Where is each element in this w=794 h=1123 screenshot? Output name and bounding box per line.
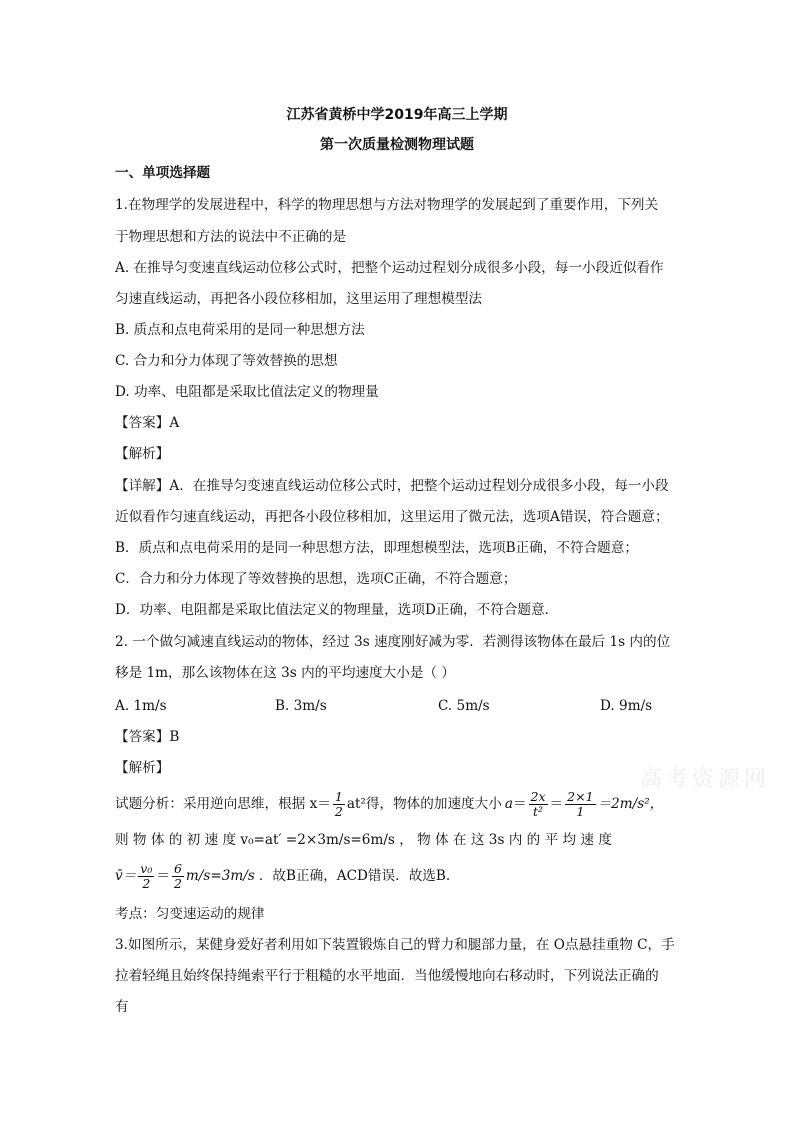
fraction-numerator: 2×1 bbox=[567, 788, 594, 804]
fraction-numerator: 1 bbox=[334, 788, 343, 804]
q1-option-a: A. 在推导匀变速直线运动位移公式时，把整个运动过程划分成很多小段，每一小段近似看作 bbox=[115, 260, 664, 276]
fraction-2x1-over-1 bbox=[565, 790, 595, 819]
q1-detail-line: C．合力和分力体现了等效替换的思想，选项C正确，不符合题意； bbox=[115, 571, 517, 587]
fraction-denominator: 1 bbox=[576, 803, 585, 819]
solution-result: ＝2m/s²， bbox=[597, 796, 664, 812]
fraction-2x-over-t2 bbox=[529, 790, 548, 819]
fraction-denominator: 2 bbox=[142, 875, 151, 891]
q1-option-d: D. 功率、电阻都是采取比值法定义的物理量 bbox=[115, 384, 379, 400]
q1-stem-line: 1.在物理学的发展进程中，科学的物理思想与方法对物理学的发展起到了重要作用，下列关 bbox=[115, 197, 659, 213]
q3-stem-line: 3.如图所示，某健身爱好者利用如下装置锻炼自己的臂力和腿部力量，在 O点悬挂重物 C，手 bbox=[115, 937, 675, 953]
watermark: 高考资源网 bbox=[640, 767, 771, 792]
solution-result: m/s=3m/s bbox=[185, 868, 255, 884]
fraction-denominator: 2 bbox=[173, 875, 182, 891]
solution-text: at²得，物体的加速度大小 bbox=[346, 796, 502, 812]
fraction-6-over-2 bbox=[172, 862, 184, 891]
q2-analysis-label: 【解析】 bbox=[115, 760, 170, 776]
solution-text: ．故B正确，ACD错误．故选B. bbox=[258, 868, 451, 884]
q1-detail-line: 【详解】A．在推导匀变速直线运动位移公式时，把整个运动过程划分成很多小段，每一小段 bbox=[115, 478, 669, 494]
q3-stem-line: 有 bbox=[115, 999, 129, 1015]
solution-text: 试题分析：采用逆向思维，根据 x＝ bbox=[115, 796, 331, 812]
q2-solution-line2: 则 物 体 的 初 速 度 v₀=at′ =2×3m/s=6m/s ， 物 体 在 这 3s 内 的 平 均 速 度 bbox=[115, 832, 612, 848]
q1-option-c: C. 合力和分力体现了等效替换的思想 bbox=[115, 353, 338, 369]
fraction-half bbox=[333, 790, 345, 819]
q1-detail-line: 近似看作匀速直线运动，再把各小段位移相加，这里运用了微元法，选项A错误，符合题意； bbox=[115, 509, 669, 525]
document-subtitle: 第一次质量检测物理试题 bbox=[320, 137, 474, 153]
equals-sign: ＝ bbox=[549, 796, 564, 812]
fraction-numerator: 6 bbox=[173, 860, 182, 876]
document-title: 江苏省黄桥中学2019年高三上学期 bbox=[286, 107, 508, 123]
q2-stem-line: 2. 一个做匀减速直线运动的物体，经过 3s 速度刚好减为零．若测得该物体在最后 1s 内的位 bbox=[115, 634, 671, 650]
q1-detail-line: B．质点和点电荷采用的是同一种思想方法，即理想模型法，选项B正确，不符合题意； bbox=[115, 540, 638, 556]
fraction-numerator: 2x bbox=[530, 788, 546, 804]
section-heading: 一、单项选择题 bbox=[115, 165, 211, 181]
fraction-numerator: v₀ bbox=[140, 860, 153, 876]
q1-stem-line: 于物理思想和方法的说法中不正确的是 bbox=[115, 229, 347, 245]
q1-analysis-label: 【解析】 bbox=[115, 446, 170, 462]
q2-solution-line1 bbox=[115, 786, 685, 822]
equals-sign: ＝ bbox=[156, 868, 170, 884]
q2-kaodian: 考点：匀变速运动的规律 bbox=[115, 906, 265, 922]
average-velocity-symbol: v̄＝ bbox=[115, 868, 137, 884]
fraction-v0-over-2 bbox=[138, 862, 154, 891]
q1-detail-line: D．功率、电阻都是采取比值法定义的物理量，选项D正确，不符合题意． bbox=[115, 602, 559, 618]
q2-option-c: C. 5m/s bbox=[438, 698, 490, 714]
q2-solution-line3 bbox=[115, 856, 685, 896]
q2-option-b: B. 3m/s bbox=[275, 698, 327, 714]
q2-stem-line: 移是 1m，那么该物体在这 3s 内的平均速度大小是（ ） bbox=[115, 665, 455, 681]
q1-option-b: B. 质点和点电荷采用的是同一种思想方法 bbox=[115, 322, 365, 338]
q1-answer: 【答案】A bbox=[115, 415, 180, 431]
q3-stem-line: 拉着轻绳且始终保持绳索平行于粗糙的水平地面．当他缓慢地向右移动时，下列说法正确的 bbox=[115, 968, 659, 984]
variable-a: a bbox=[504, 796, 513, 812]
fraction-denominator: 2 bbox=[334, 803, 343, 819]
equals-sign: ＝ bbox=[512, 796, 527, 812]
q2-option-a: A. 1m/s bbox=[115, 698, 167, 714]
q2-answer: 【答案】B bbox=[115, 729, 180, 745]
q1-option-a-cont: 匀速直线运动，再把各小段位移相加，这里运用了理想模型法 bbox=[115, 291, 483, 307]
fraction-denominator: t² bbox=[533, 803, 544, 819]
q2-option-d: D. 9m/s bbox=[600, 698, 653, 714]
